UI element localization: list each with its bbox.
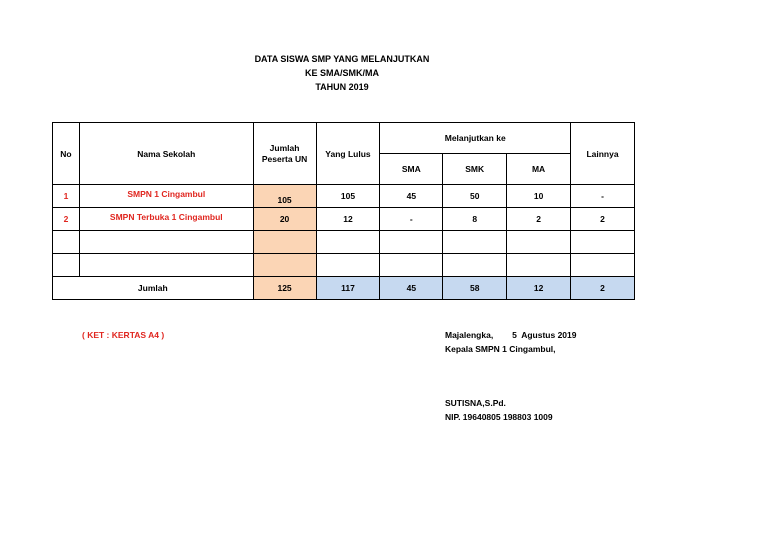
total-lulus: 117 bbox=[316, 277, 380, 300]
row-lainnya: - bbox=[571, 185, 635, 208]
row-sma: 45 bbox=[380, 185, 443, 208]
total-row bbox=[53, 277, 635, 300]
paper-note: ( KET : KERTAS A4 ) bbox=[82, 330, 165, 340]
document-title bbox=[0, 52, 684, 94]
row-school-name: SMPN Terbuka 1 Cingambul bbox=[79, 208, 253, 231]
header-lainnya: Lainnya bbox=[571, 123, 635, 185]
row-peserta: 105 bbox=[253, 185, 316, 208]
row-sma: - bbox=[380, 208, 443, 231]
row-school-name: SMPN 1 Cingambul bbox=[79, 185, 253, 208]
title-line-3: TAHUN 2019 bbox=[315, 82, 369, 92]
header-smk: SMK bbox=[443, 154, 507, 185]
title-line-2: KE SMA/SMK/MA bbox=[305, 68, 379, 78]
empty-row bbox=[53, 254, 635, 277]
table-row bbox=[53, 185, 635, 208]
total-peserta: 125 bbox=[253, 277, 316, 300]
signature-place-date: Majalengka, 5 Agustus 2019 bbox=[445, 330, 577, 340]
row-lainnya: 2 bbox=[571, 208, 635, 231]
row-no: 1 bbox=[53, 185, 80, 208]
total-ma: 12 bbox=[507, 277, 571, 300]
empty-row bbox=[53, 231, 635, 254]
total-smk: 58 bbox=[443, 277, 507, 300]
total-sma: 45 bbox=[380, 277, 443, 300]
row-smk: 8 bbox=[443, 208, 507, 231]
row-smk: 50 bbox=[443, 185, 507, 208]
header-no: No bbox=[53, 123, 80, 185]
header-jumlah-peserta: Jumlah Peserta UN bbox=[253, 123, 316, 185]
total-lainnya: 2 bbox=[571, 277, 635, 300]
signature-name: SUTISNA,S.Pd. bbox=[445, 398, 506, 408]
header-melanjutkan: Melanjutkan ke bbox=[380, 123, 571, 154]
signature-nip: NIP. 19640805 198803 1009 bbox=[445, 412, 553, 422]
row-lulus: 105 bbox=[316, 185, 380, 208]
row-no: 2 bbox=[53, 208, 80, 231]
signature-position: Kepala SMPN 1 Cingambul, bbox=[445, 344, 556, 354]
student-data-table bbox=[52, 122, 635, 300]
row-lulus: 12 bbox=[316, 208, 380, 231]
header-ma: MA bbox=[507, 154, 571, 185]
table-row bbox=[53, 208, 635, 231]
header-nama-sekolah: Nama Sekolah bbox=[79, 123, 253, 185]
row-ma: 2 bbox=[507, 208, 571, 231]
row-peserta: 20 bbox=[253, 208, 316, 231]
header-sma: SMA bbox=[380, 154, 443, 185]
header-yang-lulus: Yang Lulus bbox=[316, 123, 380, 185]
header-row-1 bbox=[53, 123, 635, 154]
row-ma: 10 bbox=[507, 185, 571, 208]
total-label: Jumlah bbox=[53, 277, 254, 300]
title-line-1: DATA SISWA SMP YANG MELANJUTKAN bbox=[254, 54, 430, 64]
